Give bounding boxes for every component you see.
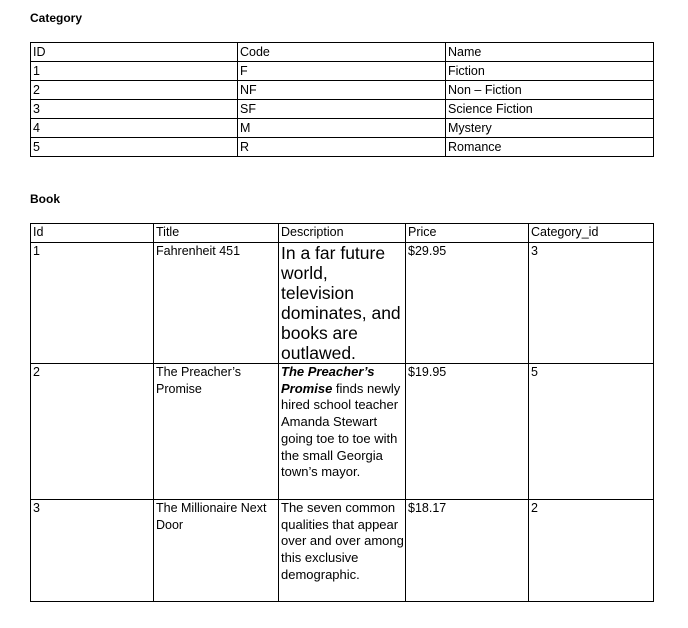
header-cell-code: Code bbox=[238, 43, 446, 62]
header-cell-name: Name bbox=[446, 43, 654, 62]
table-cell: M bbox=[238, 119, 446, 138]
table-cell: Fiction bbox=[446, 62, 654, 81]
header-cell-description: Description bbox=[279, 224, 406, 243]
category-table bbox=[30, 42, 654, 157]
category-section-title: Category bbox=[30, 11, 83, 25]
table-row bbox=[31, 100, 654, 119]
table-row bbox=[31, 62, 654, 81]
table-cell: NF bbox=[238, 81, 446, 100]
book-description-cell: The seven common qualities that appear over and over among this exclusive demographic. bbox=[279, 500, 406, 602]
table-row bbox=[31, 243, 654, 364]
table-row bbox=[31, 81, 654, 100]
table-cell: 5 bbox=[31, 138, 238, 157]
book-section-title: Book bbox=[30, 192, 60, 206]
table-cell: 1 bbox=[31, 62, 238, 81]
book-description-cell bbox=[279, 364, 406, 500]
header-cell-id: ID bbox=[31, 43, 238, 62]
table-header-row bbox=[31, 224, 654, 243]
table-cell: Non – Fiction bbox=[446, 81, 654, 100]
table-row bbox=[31, 138, 654, 157]
book-title-cell: The Preacher’s Promise bbox=[154, 364, 279, 500]
table-header-row bbox=[31, 43, 654, 62]
book-category-id-cell: 2 bbox=[529, 500, 654, 602]
header-cell-id: Id bbox=[31, 224, 154, 243]
header-cell-price: Price bbox=[406, 224, 529, 243]
table-cell: 3 bbox=[31, 100, 238, 119]
book-price-cell: $29.95 bbox=[406, 243, 529, 364]
book-title-cell: The Millionaire Next Door bbox=[154, 500, 279, 602]
book-price-cell: $18.17 bbox=[406, 500, 529, 602]
book-category-id-cell: 5 bbox=[529, 364, 654, 500]
table-cell: SF bbox=[238, 100, 446, 119]
table-cell: 4 bbox=[31, 119, 238, 138]
book-description-text: finds newly hired school teacher Amanda Stewart going toe to toe with the small Georgia town’s mayor. bbox=[281, 380, 401, 480]
table-cell: R bbox=[238, 138, 446, 157]
table-cell: F bbox=[238, 62, 446, 81]
book-title-cell: Fahrenheit 451 bbox=[154, 243, 279, 364]
table-row bbox=[31, 500, 654, 602]
table-row bbox=[31, 364, 654, 500]
table-cell: Science Fiction bbox=[446, 100, 654, 119]
table-row bbox=[31, 119, 654, 138]
book-description-emphasis: The Preacher’s Promise bbox=[281, 364, 375, 396]
book-description-cell: In a far future world, television dominates, and books are outlawed. bbox=[279, 243, 406, 364]
table-cell: Mystery bbox=[446, 119, 654, 138]
header-cell-title: Title bbox=[154, 224, 279, 243]
book-id-cell: 1 bbox=[31, 243, 154, 364]
header-cell-category-id: Category_id bbox=[529, 224, 654, 243]
table-cell: Romance bbox=[446, 138, 654, 157]
book-category-id-cell: 3 bbox=[529, 243, 654, 364]
book-id-cell: 3 bbox=[31, 500, 154, 602]
book-id-cell: 2 bbox=[31, 364, 154, 500]
table-cell: 2 bbox=[31, 81, 238, 100]
book-table bbox=[30, 223, 654, 602]
book-price-cell: $19.95 bbox=[406, 364, 529, 500]
